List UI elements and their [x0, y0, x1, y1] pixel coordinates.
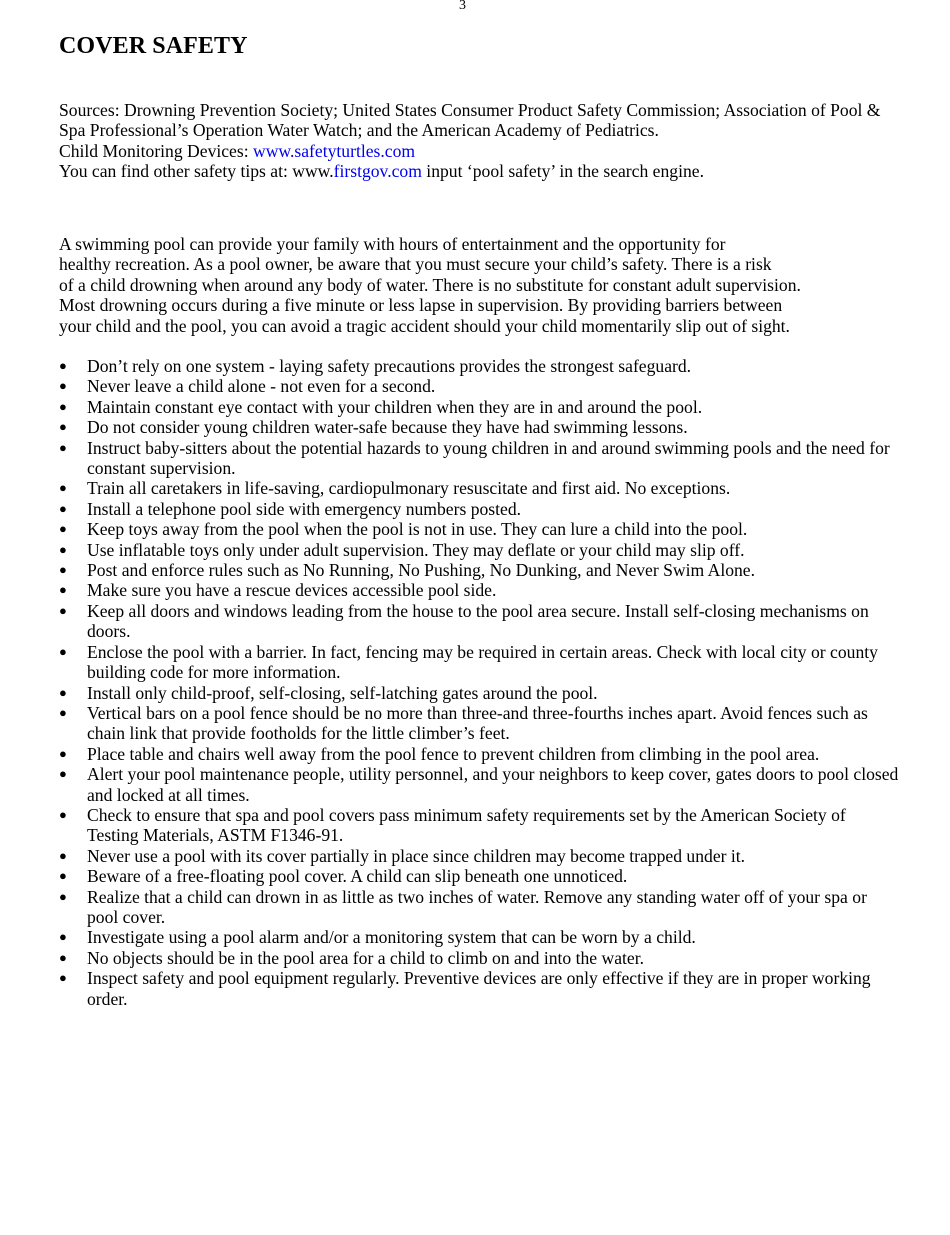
list-item	[59, 846, 899, 866]
tip-text: Beware of a free-floating pool cover. A child can slip beneath one unnoticed.	[87, 866, 628, 887]
bullet-icon: ●	[59, 704, 67, 720]
bullet-icon: ●	[59, 562, 67, 578]
list-item	[59, 683, 899, 703]
bullet-icon: ●	[59, 745, 67, 761]
tip-text: Inspect safety and pool equipment regularly. Preventive devices are only effective if they are in proper working order.	[87, 968, 871, 1009]
tip-text: Post and enforce rules such as No Running, No Pushing, No Dunking, and Never Swim Alone.	[87, 560, 756, 581]
bullet-icon: ●	[59, 643, 67, 659]
bullet-icon: ●	[59, 419, 67, 435]
tip-text: Investigate using a pool alarm and/or a monitoring system that can be worn by a child.	[87, 927, 696, 948]
firstgov-link[interactable]: firstgov.com	[333, 161, 422, 182]
bullet-icon: ●	[59, 480, 67, 496]
tip-text: Make sure you have a rescue devices accessible pool side.	[87, 580, 497, 601]
bullet-icon: ●	[59, 439, 67, 455]
list-item	[59, 601, 899, 642]
list-item	[59, 356, 899, 376]
list-item	[59, 397, 899, 417]
list-item	[59, 927, 899, 947]
list-item	[59, 642, 899, 683]
bullet-icon: ●	[59, 806, 67, 822]
tip-text: Keep all doors and windows leading from the house to the pool area secure. Install self-closing mechanisms on doors.	[87, 600, 869, 642]
intro-paragraph	[59, 234, 899, 336]
page-title: COVER SAFETY	[59, 33, 248, 59]
tip-text: Vertical bars on a pool fence should be no more than three-and three-fourths inches apart. Avoid fences such as chain link that provide footholds for the little climber’s feet.	[87, 702, 868, 744]
tip-text: Don’t rely on one system - laying safety precautions provides the strongest safeguard.	[87, 356, 692, 376]
bullet-icon: ●	[59, 847, 67, 863]
tip-text: Realize that a child can drown in as little as two inches of water. Remove any standing water off of your spa or pool cover.	[87, 886, 867, 927]
intro-line: healthy recreation. As a pool owner, be aware that you must secure your child’s safety. There is a risk	[59, 254, 772, 275]
list-item	[59, 478, 899, 498]
intro-line: Most drowning occurs during a five minute or less lapse in supervision. By providing barriers between	[59, 295, 783, 316]
tip-text: Place table and chairs well away from the pool fence to prevent children from climbing in the pool area.	[87, 743, 820, 764]
tip-text: Maintain constant eye contact with your children when they are in and around the pool.	[87, 396, 703, 417]
bullet-icon: ●	[59, 684, 67, 700]
bullet-icon: ●	[59, 602, 67, 618]
list-item	[59, 805, 899, 846]
intro-line: your child and the pool, you can avoid a tragic accident should your child momentarily slip out of sight.	[59, 315, 790, 336]
list-item	[59, 519, 899, 539]
bullet-icon: ●	[59, 541, 67, 557]
safetyturtles-link[interactable]: www.safetyturtles.com	[253, 140, 416, 161]
bullet-icon: ●	[59, 888, 67, 904]
list-item	[59, 948, 899, 968]
bullet-icon: ●	[59, 398, 67, 414]
list-item	[59, 744, 899, 764]
tip-text: Check to ensure that spa and pool covers pass minimum safety requirements set by the American Society of Testing Materials, ASTM F1346-91.	[87, 804, 846, 846]
sources-line: Sources: Drowning Prevention Society; United States Consumer Product Safety Commission; Association of Pool & Spa Professional’s Operation Water Watch; and the American Academy of Pediatrics.	[59, 100, 881, 141]
bullet-icon: ●	[59, 929, 67, 945]
intro-line: of a child drowning when around any body of water. There is no substitute for constant adult supervision.	[59, 274, 801, 295]
bullet-icon: ●	[59, 970, 67, 986]
bullet-icon: ●	[59, 582, 67, 598]
intro-line: A swimming pool can provide your family with hours of entertainment and the opportunity for	[59, 234, 726, 254]
list-item	[59, 560, 899, 580]
bullet-icon: ●	[59, 521, 67, 537]
tip-text: Never leave a child alone - not even for a second.	[87, 376, 436, 397]
tip-text: Alert your pool maintenance people, utility personnel, and your neighbors to keep cover, gates doors to pool closed and locked at all times.	[87, 764, 899, 805]
tip-text: Install a telephone pool side with emergency numbers posted.	[87, 498, 522, 519]
bullet-icon: ●	[59, 500, 67, 516]
bullet-icon: ●	[59, 766, 67, 782]
tip-text: Use inflatable toys only under adult supervision. They may deflate or your child may slip off.	[87, 539, 745, 560]
tip-text: Enclose the pool with a barrier. In fact, fencing may be required in certain areas. Check with local city or county building code for more information.	[87, 641, 878, 683]
monitoring-devices-label: Child Monitoring Devices:	[59, 140, 254, 161]
tip-text: Do not consider young children water-safe because they have had swimming lessons.	[87, 417, 688, 438]
list-item	[59, 764, 899, 805]
bullet-icon: ●	[59, 949, 67, 965]
tip-text: Never use a pool with its cover partially in place since children may become trapped under it.	[87, 845, 746, 866]
list-item	[59, 417, 899, 437]
tip-text: No objects should be in the pool area for a child to climb on and into the water.	[87, 947, 644, 968]
list-item	[59, 866, 899, 886]
safety-tips-list	[59, 356, 899, 1009]
other-tips-line	[59, 161, 899, 181]
bullet-icon: ●	[59, 358, 67, 373]
list-item	[59, 887, 899, 928]
list-item	[59, 376, 899, 396]
tip-text: Instruct baby-sitters about the potential hazards to young children in and around swimming pools and the need for constant supervision.	[87, 437, 890, 479]
list-item	[59, 438, 899, 479]
monitoring-devices-line	[59, 141, 899, 161]
other-tips-prefix: You can find other safety tips at: www.	[59, 161, 334, 182]
page-number: 3	[459, 0, 466, 13]
list-item	[59, 540, 899, 560]
bullet-icon: ●	[59, 868, 67, 884]
list-item	[59, 580, 899, 600]
tip-text: Train all caretakers in life-saving, cardiopulmonary resuscitate and first aid. No exceptions.	[87, 478, 731, 499]
list-item	[59, 703, 899, 744]
bullet-icon: ●	[59, 378, 67, 394]
tip-text: Keep toys away from the pool when the pool is not in use. They can lure a child into the pool.	[87, 519, 748, 540]
other-tips-suffix: input ‘pool safety’ in the search engine.	[421, 161, 704, 182]
tip-text: Install only child-proof, self-closing, self-latching gates around the pool.	[87, 682, 598, 703]
list-item	[59, 499, 899, 519]
list-item	[59, 968, 899, 1009]
sources-block	[59, 100, 899, 182]
